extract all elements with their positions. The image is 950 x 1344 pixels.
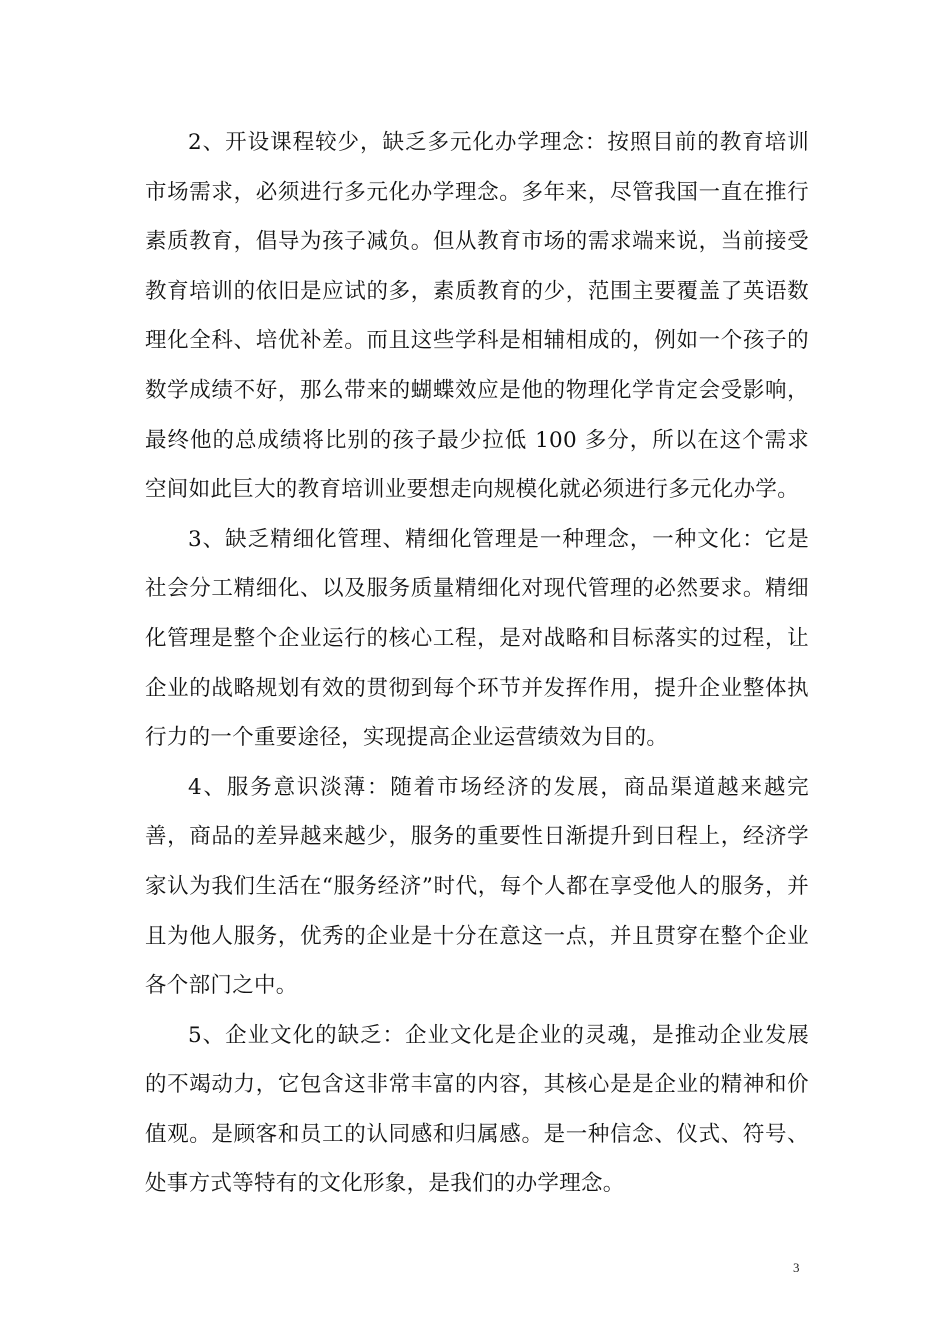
paragraph-service-awareness: 4、服务意识淡薄：随着市场经济的发展，商品渠道越来越完善，商品的差异越来越少，服务的重要性日渐提升到日程上，经济学家认为我们生活在“服务经济”时代，每个人都在享受他人的服务，并且为他人服务，优秀的企业是十分在意这一点，并且贯穿在整个企业各个部门之中。 — [145, 774, 809, 999]
paragraph-refined-management: 3、缺乏精细化管理、精细化管理是一种理念，一种文化：它是社会分工精细化、以及服务质量精细化对现代管理的必然要求。精细化管理是整个企业运行的核心工程，是对战略和目标落实的过程，让企业的战略规划有效的贯彻到每个环节并发挥作用，提升企业整体执行力的一个重要途径，实现提高企业运营绩效为目的。 — [145, 526, 809, 751]
paragraph-corporate-culture: 5、企业文化的缺乏：企业文化是企业的灵魂，是推动企业发展的不竭动力，它包含这非常丰富的内容，其核心是是企业的精神和价值观。是顾客和员工的认同感和归属感。是一种信念、仪式、符号、处事方式等特有的文化形象，是我们的办学理念。 — [145, 1022, 809, 1197]
paragraph-course-offering: 2、开设课程较少，缺乏多元化办学理念：按照目前的教育培训市场需求，必须进行多元化办学理念。多年来，尽管我国一直在推行素质教育，倡导为孩子减负。但从教育市场的需求端来说，当前接受教育培训的依旧是应试的多，素质教育的少，范围主要覆盖了英语数理化全科、培优补差。而且这些学科是相辅相成的，例如一个孩子的数学成绩不好，那么带来的蝴蝶效应是他的物理化学肯定会受影响，最终他的总成绩将比别的孩子最少拉低 100 多分，所以在这个需求空间如此巨大的教育培训业要想走向规模化就必须进行多元化办学。 — [145, 130, 809, 503]
page-number: 3 — [793, 1260, 800, 1275]
body-text — [145, 118, 809, 1209]
